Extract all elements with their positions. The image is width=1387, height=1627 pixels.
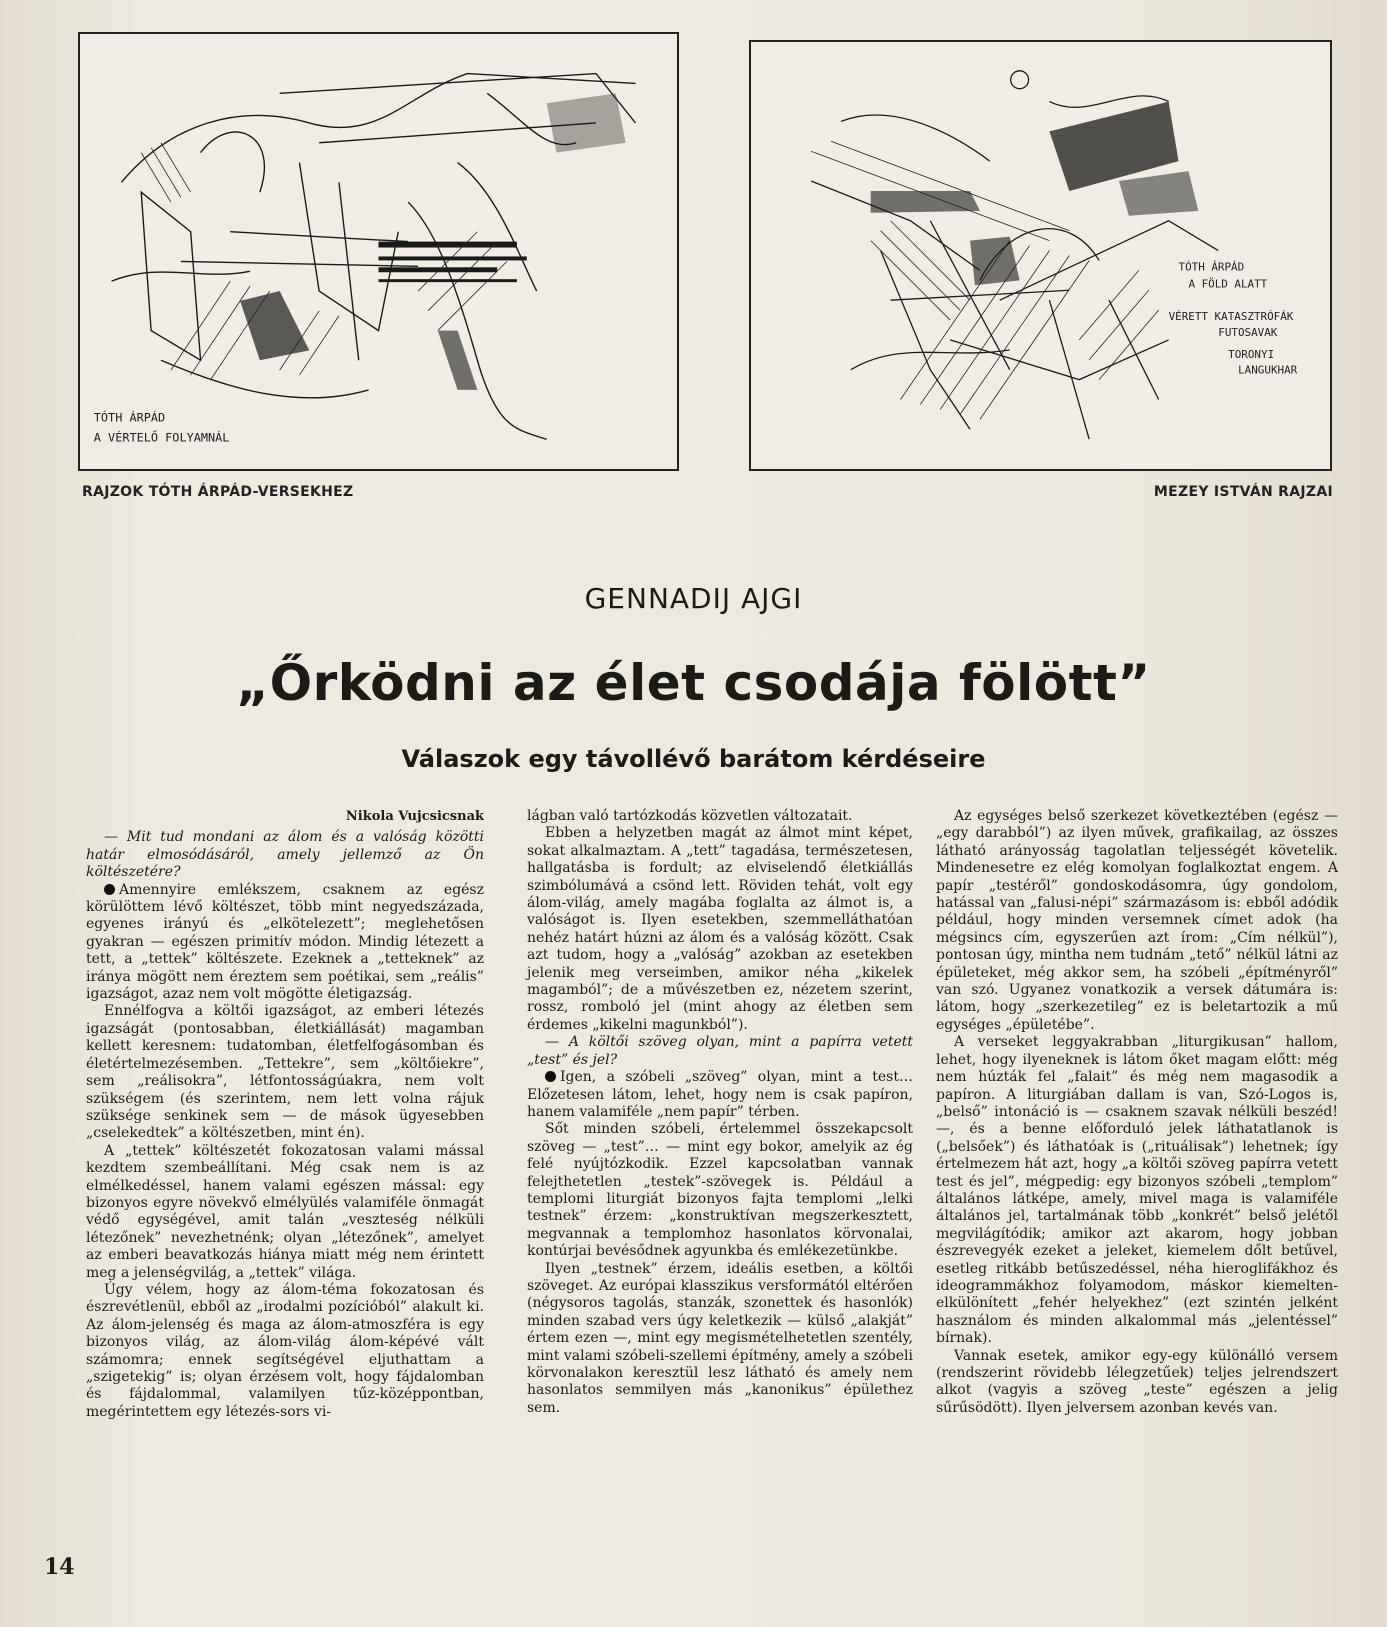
left-drawing: [78, 32, 679, 471]
article-subtitle: Válaszok egy távollévő barátom kérdéseire: [401, 745, 986, 773]
bullet-icon: [104, 884, 115, 895]
text-column-3: [936, 808, 1338, 1417]
paragraph: A verseket leggyakrabban „liturgikusan” hallom, lehet, hogy ilyeneknek is látom őket magam előtt: még nem húzták fel „falait” és még nem magasodik a papíron. A liturgiában dallam is van, Szó-Logos is, „belső” intonáció is — csaknem szavak nélküli beszéd! —, és a benne előforduló jelek láthatatlanok is („belsőek”) és láthatóak is („rituálisak”) lehetnek; így értelmezem hát azt, hogy „a költői szöveg papírra vetett test és jel”, mégpedig: egy bizonyos szóbeli „templom” általános látképe, amely, mivel maga is valamiféle általános jel, tartalmának több „konkrét” belső jelétől megvilágítódik; amikor azt akarom, hogy jobban észrevegyék ezeket a jeleket, kiemelem dőlt betűvel, esetleg ritkább betűszedéssel, néha hieroglifákhoz és ideogrammákhoz folyamodom, máskor kiemelten-elkülönített „fehér helyekhez” (ezt szintén jelként használom és minden alkalommal más „jelentéssel” bírnak).: [936, 1034, 1338, 1347]
page-number: 14: [44, 1554, 75, 1580]
paragraph: lágban való tartózkodás közvetlen változatait.: [527, 808, 853, 824]
paragraph: Ebben a helyzetben magát az álmot mint képet, sokat alkalmaztam. A „tett” tagadása, természetesen, hallgatásba is fordult; az elviselendő életkiállás szimbólumává a csönd lett. Röviden tehát, volt egy álom-világ, amely magába foglalta az álmot is, a valóságot is. Ilyen esetekben, szemmelláthatóan nehéz határt húzni az álom és a valóság között. Csak azt tudom, hogy a „valóság” azokban az esetekben jelenik meg verseimben, amikor néha „kikelek magamból”; de a művészetben ez, nézetem szerint, rossz, romboló jel (mint ahogy az életben sem érdemes „kikelni magunkból”).: [527, 825, 913, 1033]
left-caption: RAJZOK TÓTH ÁRPÁD-VERSEKHEZ: [82, 484, 354, 500]
paragraph: Sőt minden szóbeli, értelemmel összekapcsolt szöveg — „test”… — mint egy bokor, amelyik az ég felé nyújtózkodik. Ezzel kapcsolatban vannak felejthetetlen „testek”-szövegek is. Például a templomi liturgiát bizonyos fajta templomi „lelki testnek” érzem: „konstruktívan megszerkesztett, megvannak a templomhoz hasonlatos körvonalai, kontúrjai bevésődnek agyunkba és emlékezetünkbe.: [527, 1121, 913, 1260]
right-inscription-line-3: VÉRETT KATASZTRÓFÁK: [1168, 310, 1294, 324]
paragraph: Vannak esetek, amikor egy-egy különálló versem (rendszerint rövidebb lélegzetűek) teljes jelrendszert alkot (vagyis a szöveg „teste” egészen a jelig sűrűsödött). Ilyen jelversem azonban kevés van.: [936, 1347, 1338, 1416]
right-caption: MEZEY ISTVÁN RAJZAI: [1153, 484, 1333, 500]
dedication: Nikola Vujcsicsnak: [345, 809, 484, 824]
right-inscription-line-4: FUTOSAVAK: [1218, 325, 1278, 339]
paragraph: Úgy vélem, hogy az álom-téma fokozatosan és észrevétlenül, ebből az „irodalmi pozícióból” alakult ki. Az álom-jelenség és maga az álom-atmoszféra is egy bizonyos világ, az álom-világ álom-képévé vált számomra; ennek segítségével eljuthattam a „szigetekig” is; olyan érzésem volt, hogy fájdalomban és fájdalommal, valamilyen tűz-középpontban, megérintettem egy létezés-sors vi-: [86, 1281, 484, 1420]
question-1: — Mit tud mondani az álom és a valóság közötti határ elmosódásáról, amely jellemző az Ön költészetére?: [86, 829, 484, 881]
paragraph: Ilyen „testnek” érzem, ideális esetben, a költői szöveget. Az európai klasszikus versformától eltérően (négysoros tagolás, stanzák, szonettek és hasonlók) minden szabad vers úgy keletkezik — külső „alakját” értem ezen —, mint egy megismételhetetlen szentély, mint valami szóbeli-szellemi építmény, amely a szóbeli körvonalakon keresztül lesz látható és amely nem hasonlatos semmilyen más „kanonikus” épülethez sem.: [527, 1260, 913, 1416]
article-title: „Őrködni az élet csodája fölött”: [236, 654, 1151, 712]
abstract-sketch-right: [751, 42, 1330, 469]
paragraph: Az egységes belső szerkezet következtében (egész — „egy darabból”) az ilyen művek, grafikailag, az összes látható arányosság tagolatlan teljességét követelik. Mindenesetre ez elég komolyan foglalkoztat engem. A papír „testéről” gondoskodásomra, úgy gondolom, hatással van „falusi-népi” származásom is: ebből adódik például, hogy minden versemnek címet adok (ha mégsincs cím, egyszerűen azt írom: „Cím nélkül”), pontosan úgy, mintha nem tudnám „tető” nélkül látni az épületeket, még akkor sem, ha szóbeli „építményről” van szó. Ugyanez vonatkozik a versek dátumára is: látom, hogy „szerkezetileg” ez is beletartozik a mű egységes „épületébe”.: [936, 808, 1338, 1033]
right-drawing: [749, 40, 1332, 471]
article-author: GENNADIJ AJGI: [584, 582, 803, 615]
answer-paragraph: Amennyire emlékszem, csaknem az egész körülöttem lévő költészet, több mint negyedszázada, egyenes irányú és „elkötelezett”; meglehetősen gyakran — egészen primitív módon. Mindig létezett a tett, a „tettek” költészete. Ezeknek a „tetteknek” az iránya mögött nem éreztem sem poétikai, sem „reális” igazságot, azaz nem volt mögötte életigazság.: [86, 881, 484, 1003]
text-column-2: [527, 808, 913, 1417]
right-inscription-line-6: LANGUKHAR: [1238, 363, 1298, 377]
right-inscription-line-2: A FÖLD ALATT: [1188, 277, 1268, 291]
paragraph: Ennélfogva a költői igazságot, az emberi létezés igazságát (pontosabban, életkiállását) magamban kellett keresnem: tudatomban, életfelfogásomban és életértelmezésemben. „Tettekre”, sem „költőiekre”, sem „reálisokra”, létfontosságúakra, nem volt szükségem (és szerintem, nem lett volna rájuk szüksége senkinek sem — de mások ügyesebben „cselekedtek” a költészetben, mint én).: [86, 1003, 484, 1142]
left-inscription-line-1: TÓTH ÁRPÁD: [93, 410, 166, 425]
text-column-1: [86, 808, 484, 1421]
right-inscription-line-1: TÓTH ÁRPÁD: [1178, 260, 1245, 274]
answer-paragraph: Igen, a szóbeli „szöveg” olyan, mint a test… Előzetesen látom, lehet, hogy nem is csak papíron, hanem valamiféle „nem papír” térben.: [527, 1069, 913, 1120]
right-inscription-line-5: TORONYI: [1228, 347, 1275, 361]
paragraph: A „tettek” költészetét fokozatosan valami mással kezdtem szembeállítani. Még csak nem is az elmélkedéssel, hanem valami egészen mással: egy bizonyos egyre növekvő elmélyülés valamiféle önmagát védő egységével, amit talán „veszteség nélküli létezőnek” nevezhetnénk; olyan „létezőnek”, amelyet az emberi beavatkozás hiánya miatt még nem érintett meg a jelenségvilág, a „tettek” világa.: [86, 1142, 484, 1281]
left-inscription-line-2: A VÉRTELŐ FOLYAMNÁL: [93, 430, 230, 445]
abstract-sketch-left: [80, 34, 677, 469]
question-2: — A költői szöveg olyan, mint a papírra vetett „test” és jel?: [527, 1034, 913, 1068]
bullet-icon: [545, 1071, 556, 1082]
